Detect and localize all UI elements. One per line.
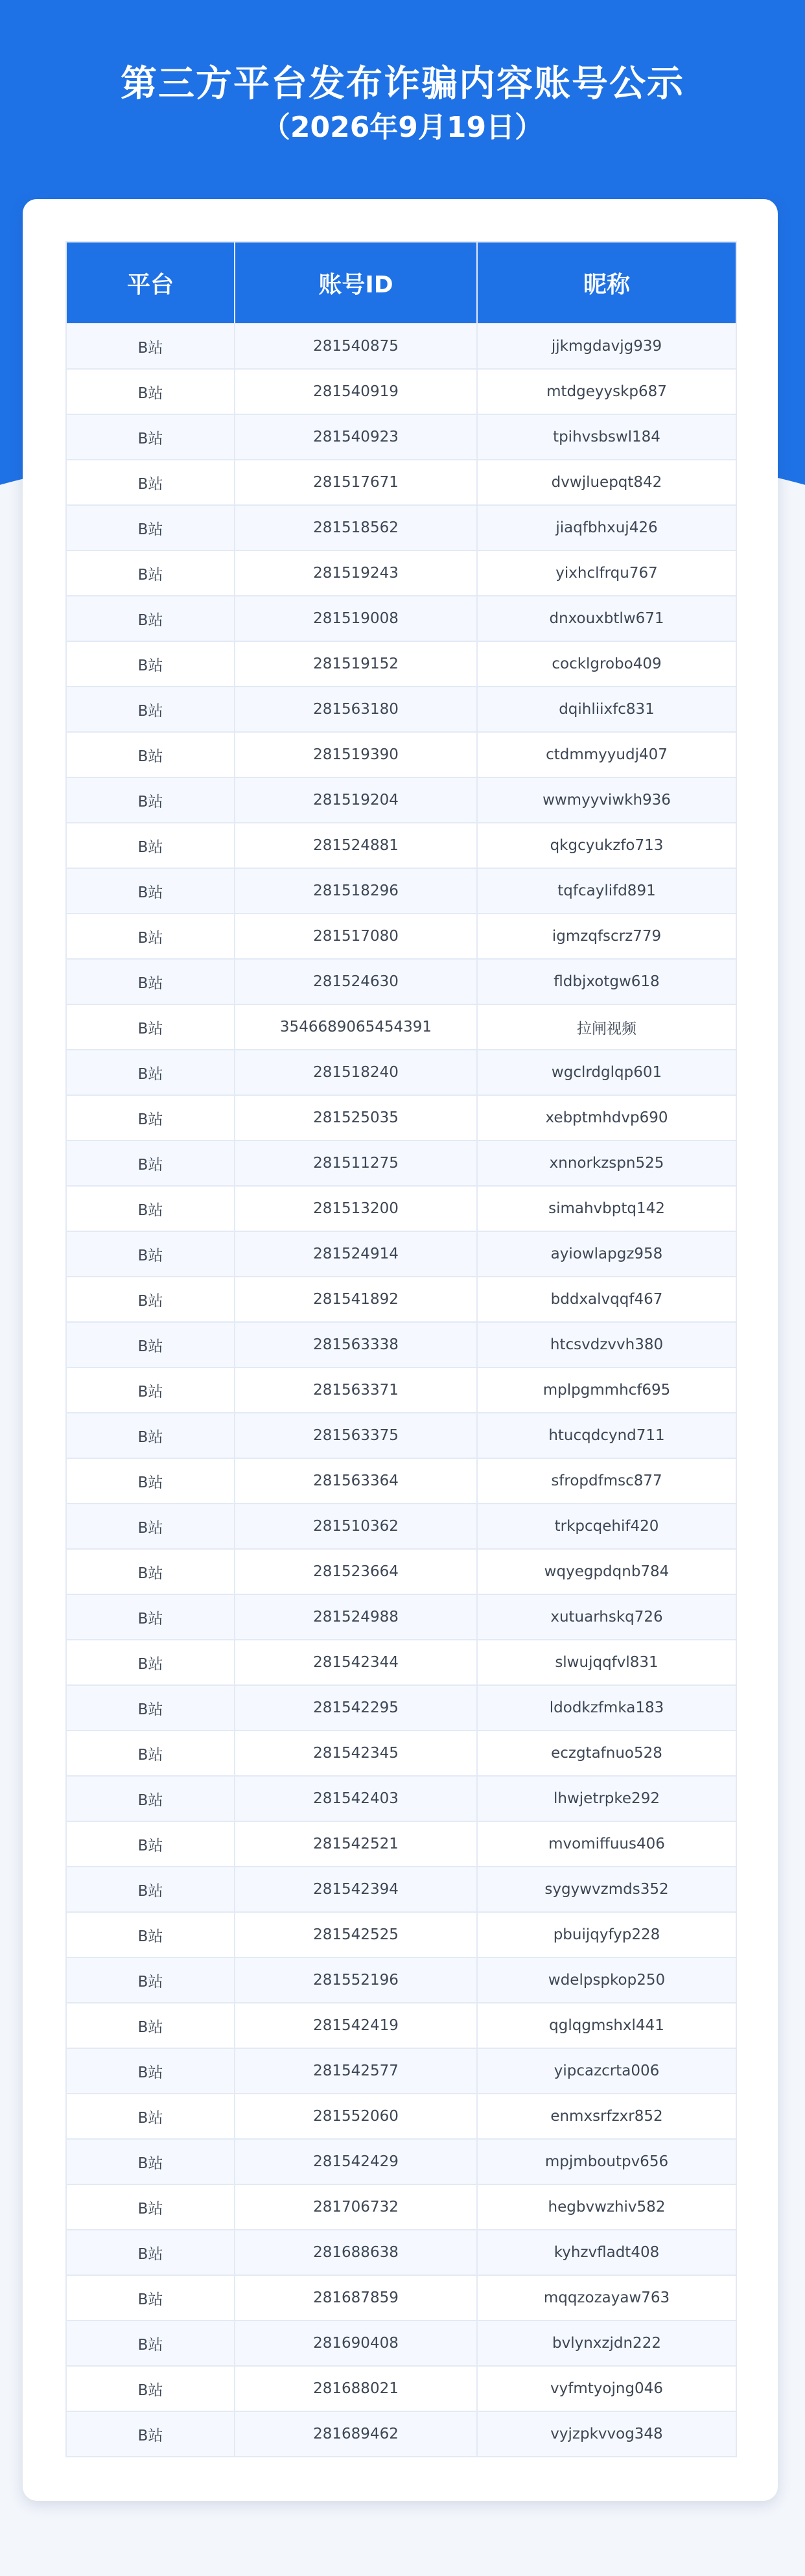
account-id-cell: 281524630: [235, 959, 477, 1004]
nickname-cell: igmzqfscrz779: [477, 914, 736, 959]
account-id-cell: 281540923: [235, 414, 477, 460]
table-row: [66, 823, 736, 868]
platform-cell: B站: [66, 1277, 235, 1322]
nickname-cell: trkpcqehif420: [477, 1504, 736, 1549]
account-id-cell: 281518562: [235, 505, 477, 550]
nickname-cell: 拉闸视频: [477, 1004, 736, 1050]
table-row: [66, 1322, 736, 1367]
account-id-cell: 281524914: [235, 1231, 477, 1277]
platform-cell: B站: [66, 369, 235, 414]
table-row: [66, 2321, 736, 2366]
platform-cell: B站: [66, 1367, 235, 1413]
table-row: [66, 414, 736, 460]
nickname-cell: hegbvwzhiv582: [477, 2184, 736, 2230]
account-id-cell: 281517671: [235, 460, 477, 505]
account-id-cell: 281519008: [235, 596, 477, 641]
table-row: [66, 2411, 736, 2457]
platform-cell: B站: [66, 641, 235, 687]
table-row: [66, 1367, 736, 1413]
platform-cell: B站: [66, 2094, 235, 2139]
table-row: [66, 1731, 736, 1776]
table-row: [66, 1095, 736, 1140]
table-row: [66, 2048, 736, 2094]
nickname-cell: qglqgmshxl441: [477, 2003, 736, 2048]
nickname-cell: bddxalvqqf467: [477, 1277, 736, 1322]
nickname-cell: vyfmtyojng046: [477, 2366, 736, 2411]
account-id-cell: 281687859: [235, 2275, 477, 2321]
table-row: [66, 1413, 736, 1458]
account-id-cell: 281540875: [235, 324, 477, 369]
platform-cell: B站: [66, 959, 235, 1004]
platform-cell: B站: [66, 1322, 235, 1367]
page-title: 第三方平台发布诈骗内容账号公示: [121, 63, 684, 105]
account-id-cell: 281517080: [235, 914, 477, 959]
table-row: [66, 1594, 736, 1640]
account-id-cell: 281688021: [235, 2366, 477, 2411]
platform-cell: B站: [66, 687, 235, 732]
platform-cell: B站: [66, 1186, 235, 1231]
nickname-cell: kyhzvfladt408: [477, 2230, 736, 2275]
platform-cell: B站: [66, 596, 235, 641]
account-id-cell: 281706732: [235, 2184, 477, 2230]
nickname-cell: dvwjluepqt842: [477, 460, 736, 505]
nickname-cell: wgclrdglqp601: [477, 1050, 736, 1095]
table-row: [66, 1186, 736, 1231]
table-row: [66, 732, 736, 777]
table-row: [66, 1640, 736, 1685]
table-row: [66, 2094, 736, 2139]
nickname-cell: fldbjxotgw618: [477, 959, 736, 1004]
account-id-cell: 281540919: [235, 369, 477, 414]
account-id-cell: 3546689065454391: [235, 1004, 477, 1050]
platform-cell: B站: [66, 324, 235, 369]
platform-cell: B站: [66, 2411, 235, 2457]
nickname-cell: sygywvzmds352: [477, 1867, 736, 1912]
platform-cell: B站: [66, 1867, 235, 1912]
table-row: [66, 2366, 736, 2411]
nickname-cell: wqyegpdqnb784: [477, 1549, 736, 1594]
nickname-cell: mplpgmmhcf695: [477, 1367, 736, 1413]
account-id-cell: 281542345: [235, 1731, 477, 1776]
table-row: [66, 687, 736, 732]
column-header-nickname: 昵称: [477, 242, 736, 324]
table-body: [66, 324, 736, 2457]
nickname-cell: pbuijqyfyp228: [477, 1912, 736, 1957]
account-id-cell: 281542394: [235, 1867, 477, 1912]
platform-cell: B站: [66, 1050, 235, 1095]
nickname-cell: vyjzpkvvog348: [477, 2411, 736, 2457]
account-id-cell: 281525035: [235, 1095, 477, 1140]
table-row: [66, 1912, 736, 1957]
platform-cell: B站: [66, 1504, 235, 1549]
platform-cell: B站: [66, 2003, 235, 2048]
nickname-cell: ctdmmyyudj407: [477, 732, 736, 777]
account-id-cell: 281552060: [235, 2094, 477, 2139]
table-row: [66, 1821, 736, 1867]
nickname-cell: sfropdfmsc877: [477, 1458, 736, 1504]
platform-cell: B站: [66, 1140, 235, 1186]
platform-cell: B站: [66, 1413, 235, 1458]
nickname-cell: cocklgrobo409: [477, 641, 736, 687]
table-row: [66, 1004, 736, 1050]
platform-cell: B站: [66, 1685, 235, 1731]
table-row: [66, 2184, 736, 2230]
table-header: [66, 242, 736, 324]
table-row: [66, 914, 736, 959]
table-row: [66, 1277, 736, 1322]
table-row: [66, 324, 736, 369]
platform-cell: B站: [66, 868, 235, 914]
nickname-cell: slwujqqfvl831: [477, 1640, 736, 1685]
account-id-cell: 281518296: [235, 868, 477, 914]
table-row: [66, 596, 736, 641]
account-id-cell: 281688638: [235, 2230, 477, 2275]
table-row: [66, 1050, 736, 1095]
account-id-cell: 281690408: [235, 2321, 477, 2366]
column-header-account-id: 账号ID: [235, 242, 477, 324]
account-id-cell: 281563338: [235, 1322, 477, 1367]
platform-cell: B站: [66, 1821, 235, 1867]
table-row: [66, 1549, 736, 1594]
nickname-cell: lhwjetrpke292: [477, 1776, 736, 1821]
account-id-cell: 281542429: [235, 2139, 477, 2184]
nickname-cell: wwmyyviwkh936: [477, 777, 736, 823]
table-row: [66, 1867, 736, 1912]
account-id-cell: 281519390: [235, 732, 477, 777]
platform-cell: B站: [66, 1640, 235, 1685]
account-id-cell: 281542521: [235, 1821, 477, 1867]
nickname-cell: xutuarhskq726: [477, 1594, 736, 1640]
table-row: [66, 1231, 736, 1277]
table-row: [66, 641, 736, 687]
platform-cell: B站: [66, 777, 235, 823]
nickname-cell: bvlynxzjdn222: [477, 2321, 736, 2366]
table-row: [66, 1685, 736, 1731]
account-id-cell: 281689462: [235, 2411, 477, 2457]
nickname-cell: mpjmboutpv656: [477, 2139, 736, 2184]
account-id-cell: 281552196: [235, 1957, 477, 2003]
nickname-cell: wdelpspkop250: [477, 1957, 736, 2003]
platform-cell: B站: [66, 2230, 235, 2275]
platform-cell: B站: [66, 2184, 235, 2230]
account-id-cell: 281519204: [235, 777, 477, 823]
nickname-cell: mtdgeyyskp687: [477, 369, 736, 414]
platform-cell: B站: [66, 1458, 235, 1504]
table-row: [66, 959, 736, 1004]
account-id-cell: 281524881: [235, 823, 477, 868]
account-id-cell: 281563371: [235, 1367, 477, 1413]
table-row: [66, 550, 736, 596]
account-id-cell: 281542295: [235, 1685, 477, 1731]
table-row: [66, 1957, 736, 2003]
platform-cell: B站: [66, 1957, 235, 2003]
account-id-cell: 281542344: [235, 1640, 477, 1685]
nickname-cell: eczgtafnuo528: [477, 1731, 736, 1776]
table-row: [66, 1140, 736, 1186]
platform-cell: B站: [66, 914, 235, 959]
nickname-cell: simahvbptq142: [477, 1186, 736, 1231]
table-row: [66, 1458, 736, 1504]
platform-cell: B站: [66, 1095, 235, 1140]
accounts-table: [65, 241, 737, 2457]
nickname-cell: mvomiffuus406: [477, 1821, 736, 1867]
table-row: [66, 2003, 736, 2048]
platform-cell: B站: [66, 732, 235, 777]
nickname-cell: mqqzozayaw763: [477, 2275, 736, 2321]
table-row: [66, 777, 736, 823]
platform-cell: B站: [66, 2275, 235, 2321]
account-id-cell: 281524988: [235, 1594, 477, 1640]
nickname-cell: ldodkzfmka183: [477, 1685, 736, 1731]
account-id-cell: 281519243: [235, 550, 477, 596]
account-id-cell: 281542419: [235, 2003, 477, 2048]
nickname-cell: xebptmhdvp690: [477, 1095, 736, 1140]
account-id-cell: 281511275: [235, 1140, 477, 1186]
platform-cell: B站: [66, 460, 235, 505]
platform-cell: B站: [66, 2366, 235, 2411]
nickname-cell: ayiowlapgz958: [477, 1231, 736, 1277]
platform-cell: B站: [66, 1549, 235, 1594]
table-row: [66, 2275, 736, 2321]
table-header-row: [66, 242, 736, 324]
platform-cell: B站: [66, 1231, 235, 1277]
platform-cell: B站: [66, 1912, 235, 1957]
account-id-cell: 281563375: [235, 1413, 477, 1458]
nickname-cell: tpihvsbswl184: [477, 414, 736, 460]
nickname-cell: dqihliixfc831: [477, 687, 736, 732]
table-row: [66, 868, 736, 914]
nickname-cell: enmxsrfzxr852: [477, 2094, 736, 2139]
table-row: [66, 2230, 736, 2275]
table-row: [66, 369, 736, 414]
nickname-cell: jjkmgdavjg939: [477, 324, 736, 369]
platform-cell: B站: [66, 1731, 235, 1776]
account-id-cell: 281542577: [235, 2048, 477, 2094]
account-id-cell: 281510362: [235, 1504, 477, 1549]
account-id-cell: 281518240: [235, 1050, 477, 1095]
nickname-cell: qkgcyukzfo713: [477, 823, 736, 868]
account-id-cell: 281563364: [235, 1458, 477, 1504]
platform-cell: B站: [66, 2048, 235, 2094]
table-row: [66, 460, 736, 505]
platform-cell: B站: [66, 1594, 235, 1640]
platform-cell: B站: [66, 1776, 235, 1821]
account-id-cell: 281563180: [235, 687, 477, 732]
platform-cell: B站: [66, 505, 235, 550]
account-id-cell: 281541892: [235, 1277, 477, 1322]
platform-cell: B站: [66, 1004, 235, 1050]
platform-cell: B站: [66, 550, 235, 596]
nickname-cell: htucqdcynd711: [477, 1413, 736, 1458]
nickname-cell: xnnorkzspn525: [477, 1140, 736, 1186]
platform-cell: B站: [66, 823, 235, 868]
account-id-cell: 281513200: [235, 1186, 477, 1231]
table-card: [23, 199, 778, 2501]
nickname-cell: dnxouxbtlw671: [477, 596, 736, 641]
column-header-platform: 平台: [66, 242, 235, 324]
account-id-cell: 281519152: [235, 641, 477, 687]
nickname-cell: htcsvdzvvh380: [477, 1322, 736, 1367]
page-date: （2026年9月19日）: [261, 111, 544, 144]
nickname-cell: yipcazcrta006: [477, 2048, 736, 2094]
account-id-cell: 281523664: [235, 1549, 477, 1594]
platform-cell: B站: [66, 2321, 235, 2366]
account-id-cell: 281542525: [235, 1912, 477, 1957]
table-row: [66, 1504, 736, 1549]
table-row: [66, 2139, 736, 2184]
table-row: [66, 505, 736, 550]
nickname-cell: yixhclfrqu767: [477, 550, 736, 596]
table-row: [66, 1776, 736, 1821]
platform-cell: B站: [66, 414, 235, 460]
account-id-cell: 281542403: [235, 1776, 477, 1821]
platform-cell: B站: [66, 2139, 235, 2184]
nickname-cell: jiaqfbhxuj426: [477, 505, 736, 550]
nickname-cell: tqfcaylifd891: [477, 868, 736, 914]
page-header: [0, 62, 805, 147]
